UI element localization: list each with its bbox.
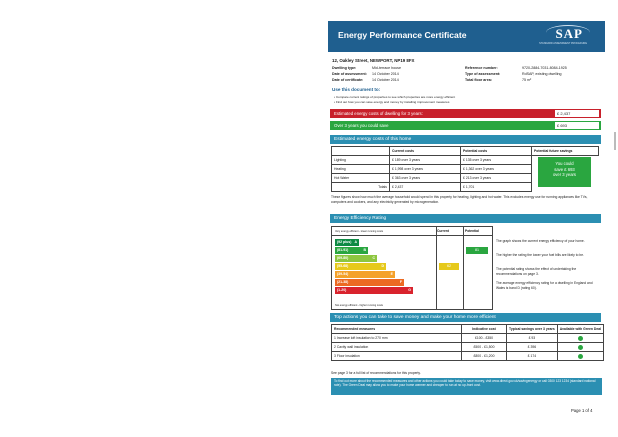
recommendations-footnote: See page 3 for a full list of recommendations for this property. [331,371,421,375]
actions-table: Recommended measures Indicative cost Typical savings over 3 years Available with Green Deal 1 Increase loft insulation to 270 mm £100 - £350 £ 93 2 Cavity wall insulation £500 - £1,500 £ 396 3 Floor insulation £800 - £1,200 £ 174 [331,324,604,361]
green-deal-tick-icon [578,354,583,359]
rating-band-range: (39-54) [337,272,349,276]
rating-band-range: (1-20) [337,288,347,292]
rating-text: The higher the rating the lower your fuel bills are likely to be. [496,253,584,257]
detail-row: Date of certificate: 14 October 2014 [332,78,399,82]
rating-band-letter: A [354,240,357,244]
rating-band-letter: D [381,264,384,268]
rating-bottom-label: Not energy efficient - higher running costs [335,304,383,307]
rating-band-g [335,287,413,294]
cost-section-heading: Estimated energy costs of this home [330,135,601,144]
use-heading: Use this document to: [332,87,381,92]
detail-row: Total floor area: 75 m² [465,78,532,82]
rating-band-range: (21-38) [337,280,349,284]
table-row: 3 Floor insulation £800 - £1,200 £ 174 [332,352,604,361]
bullet-item: • Find out how you can save energy and money by installing improvement measures [334,100,450,104]
rating-top-label: Very energy efficient - lower running costs [335,230,384,233]
certificate-title: Energy Performance Certificate [338,30,467,40]
rating-band-letter: F [399,280,402,284]
cost-table: Current costs Potential costs Potential future savings Lighting £ 189 over 3 years £ 135 over 3 years Heating £ 1,998 over 3 years £ 1,362 over 3 years Hot Water £ 363 over 3 years £ 213 over 3 years Totals £ 2,437 £ 1,701 [331,146,599,192]
energy-rating-chart [331,226,493,310]
actions-section-heading: Top actions you can take to save money and make your home more efficient [330,313,601,322]
property-address: 12, Oakley Street, NEWPORT, NP19 8FX [332,58,415,63]
rating-band-range: (55-68) [337,264,349,268]
potential-rating-arrow: 81 [466,247,488,254]
detail-row: Dwelling type: Mid-terrace house [332,66,401,70]
potential-column-heading: Potential [465,229,479,233]
current-rating-arrow: 62 [439,263,459,270]
rating-band-a [335,239,359,246]
rating-band-letter: B [363,248,366,252]
detail-row: Type of assessment: RdSAP, existing dwelling [465,72,562,76]
page-edge-mark [614,132,616,150]
savings-value: £ 693 [555,122,599,129]
bullet-item: • Compare current ratings of properties to see which properties are more energy efficient [334,95,456,99]
rating-band-f [335,279,404,286]
rating-band-c [335,255,377,262]
rating-text: The average energy efficiency rating for a dwelling in England and Wales is band D (rating 60). [496,281,593,290]
rating-text: The potential rating shows the effect of undertaking the recommendations on page 3. [496,267,577,276]
cost-note: These figures show how much the average household would spend in this property for heating, lighting and hot water. This excludes energy use for running appliances like TVs, computers and cookers, and any electricity generated by microgeneration. [331,195,588,204]
rating-band-range: (81-91) [337,248,349,252]
table-row: 2 Cavity wall insulation £500 - £1,500 £ 396 [332,343,604,352]
sap-logo: SAP [555,26,583,41]
sap-logo-subtitle: STANDARD ASSESSMENT PROCEDURE [539,42,587,45]
rating-text: The graph shows the current energy efficiency of your home. [496,239,585,243]
savings-bar [330,121,601,130]
rating-band-d [335,263,386,270]
table-row: Heating £ 1,998 over 3 years £ 1,362 over 3 years [332,165,599,174]
estimated-costs-label: Estimated energy costs of dwelling for 3 years: [334,111,423,116]
table-row: 1 Increase loft insulation to 270 mm £100 - £350 £ 93 [332,334,604,343]
rating-section-heading: Energy Efficiency Rating [330,214,601,223]
table-row: Lighting £ 189 over 3 years £ 135 over 3 years [332,156,599,165]
green-deal-tick-icon [578,345,583,350]
green-deal-tick-icon [578,336,583,341]
table-row: Hot Water £ 363 over 3 years £ 213 over 3 years [332,174,599,183]
rating-band-range: (69-80) [337,256,349,260]
info-box: To find out more about the recommended measures and other actions you could take today to save money, visit www.direct.gov.uk/savingenergy or call 0300 123 1234 (standard national rate). The Green Deal may allow you to make your home warmer and cheaper to run at no up-front cost. [331,378,602,395]
page-number: Page 1 of 4 [571,408,593,413]
rating-band-letter: C [372,256,375,260]
epc-document [328,21,605,413]
table-row: Totals £ 2,437 £ 1,701 [332,183,599,192]
potential-savings-box: You could save £ 693 over 3 years [538,157,591,187]
savings-label: Over 3 years you could save [334,123,389,128]
detail-row: Reference number: 9720-2884-7031-8084-1925 [465,66,567,70]
rating-band-b [335,247,368,254]
estimated-costs-bar [330,109,601,118]
estimated-costs-value: £ 2,437 [555,110,599,117]
current-column-heading: Current [437,229,449,233]
rating-band-range: (92 plus) [337,240,352,244]
rating-band-letter: G [408,288,411,292]
detail-row: Date of assessment: 14 October 2014 [332,72,399,76]
certificate-header [328,21,605,52]
rating-band-e [335,271,395,278]
rating-band-letter: E [390,272,393,276]
